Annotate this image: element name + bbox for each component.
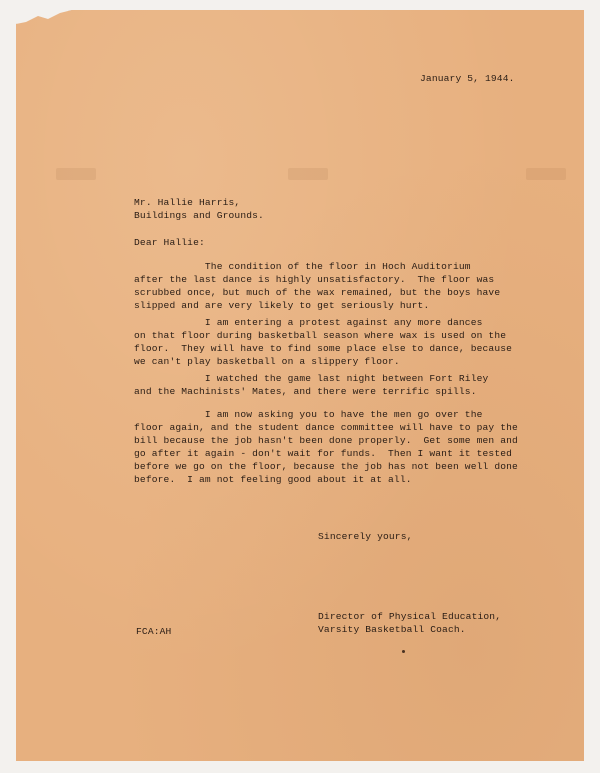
signature-title-1: Director of Physical Education,	[318, 611, 502, 622]
body-paragraph-3: I watched the game last night between Fort Riley and the Machinists' Mates, and there were terrific spills.	[134, 373, 489, 397]
paper-stain	[526, 168, 566, 180]
addressee-department: Buildings and Grounds.	[134, 210, 264, 221]
body-paragraph-4: I am now asking you to have the men go over the floor again, and the student dance committee will have to pay the bill because the job hasn't been done properly. Get some men and go after it again - don't wait for funds. Then I want it tested before we go on the floor, because the job has not been well done before. I am not feeling good about it at all.	[134, 409, 518, 485]
body-paragraph-2: I am entering a protest against any more dances on that floor during basketball season where wax is used on the floor. They will have to find some place else to dance, because we can't play basketball on a slippery floor.	[134, 317, 513, 367]
letter-date: January 5, 1944.	[420, 73, 515, 84]
signature-title-2: Varsity Basketball Coach.	[318, 624, 466, 635]
addressee-name: Mr. Hallie Harris,	[134, 197, 241, 208]
body-paragraph-1: The condition of the floor in Hoch Auditorium after the last dance is highly unsatisfactory. The floor was scrubbed once, but much of the wax remained, but the boys have slipped and are very likely to get seriously hurt.	[134, 261, 501, 311]
paper-stain	[288, 168, 328, 180]
addressee-block	[134, 196, 264, 222]
paper-stain	[56, 168, 96, 180]
reference-initials: FCA:AH	[136, 626, 172, 637]
salutation: Dear Hallie:	[134, 237, 205, 248]
ink-mark	[402, 650, 405, 653]
signature-block	[318, 610, 501, 636]
complimentary-close: Sincerely yours,	[318, 531, 413, 542]
